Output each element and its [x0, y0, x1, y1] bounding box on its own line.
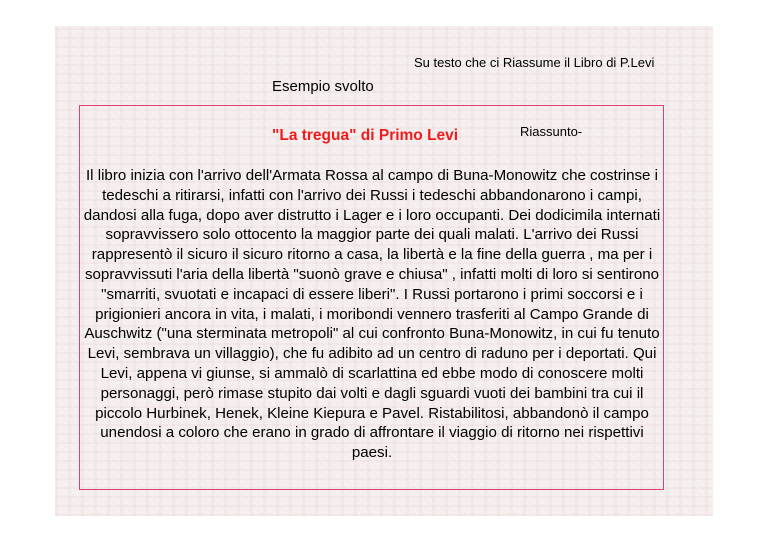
summary-body-text: Il libro inizia con l'arrivo dell'Armata Rossa al campo di Buna-Monowitz che costrinse i tedeschi a ritirarsi, infatti con l'arrivo dei Russi i tedeschi abbandonarono i campi, dandosi alla fuga, dopo aver distrutto i Lager e i loro occupanti. Dei dodicimila internati sopravvissero solo ottocento la maggior parte dei quali malati. L'arrivo dei Russi rappresentò il sicuro il sicuro ritorno a casa, la libertà e la fine della guerra , ma per i sopravvissuti l'aria della libertà "suonò grave e chiusa" , infatti molti di loro si sentirono "smarriti, svuotati e incapaci di essere liberi". I Russi portarono i primi soccorsi e i prigionieri ancora in vita, i malati, i moribondi vennero trasferiti al Campo Grande di Auschwitz ("una sterminata metropoli" al cui confronto Buna-Monowitz, in cui fu tenuto Levi, sembrava un villaggio), che fu adibito ad un centro di raduno per i deportati. Qui Levi, appena vi giunse, si ammalò di scarlattina ed ebbe modo di conoscere molti personaggi, però rimase stupito dai volti e dagli sguardi vuoti dei bambini tra cui il piccolo Hurbinek, Henek, Kleine Kiepura e Pavel. Ristabilitosi, abbandonò il campo unendosi a coloro che erano in grado di affrontare il viaggio di ritorno nei rispettivi paesi. [83, 167, 661, 462]
subtitle-note: Su testo che ci Riassume il Libro di P.Levi [414, 55, 655, 70]
summary-label: Riassunto- [520, 124, 583, 139]
book-title: "La tregua" di Primo Levi [272, 127, 459, 144]
example-label: Esempio svolto [272, 78, 374, 95]
